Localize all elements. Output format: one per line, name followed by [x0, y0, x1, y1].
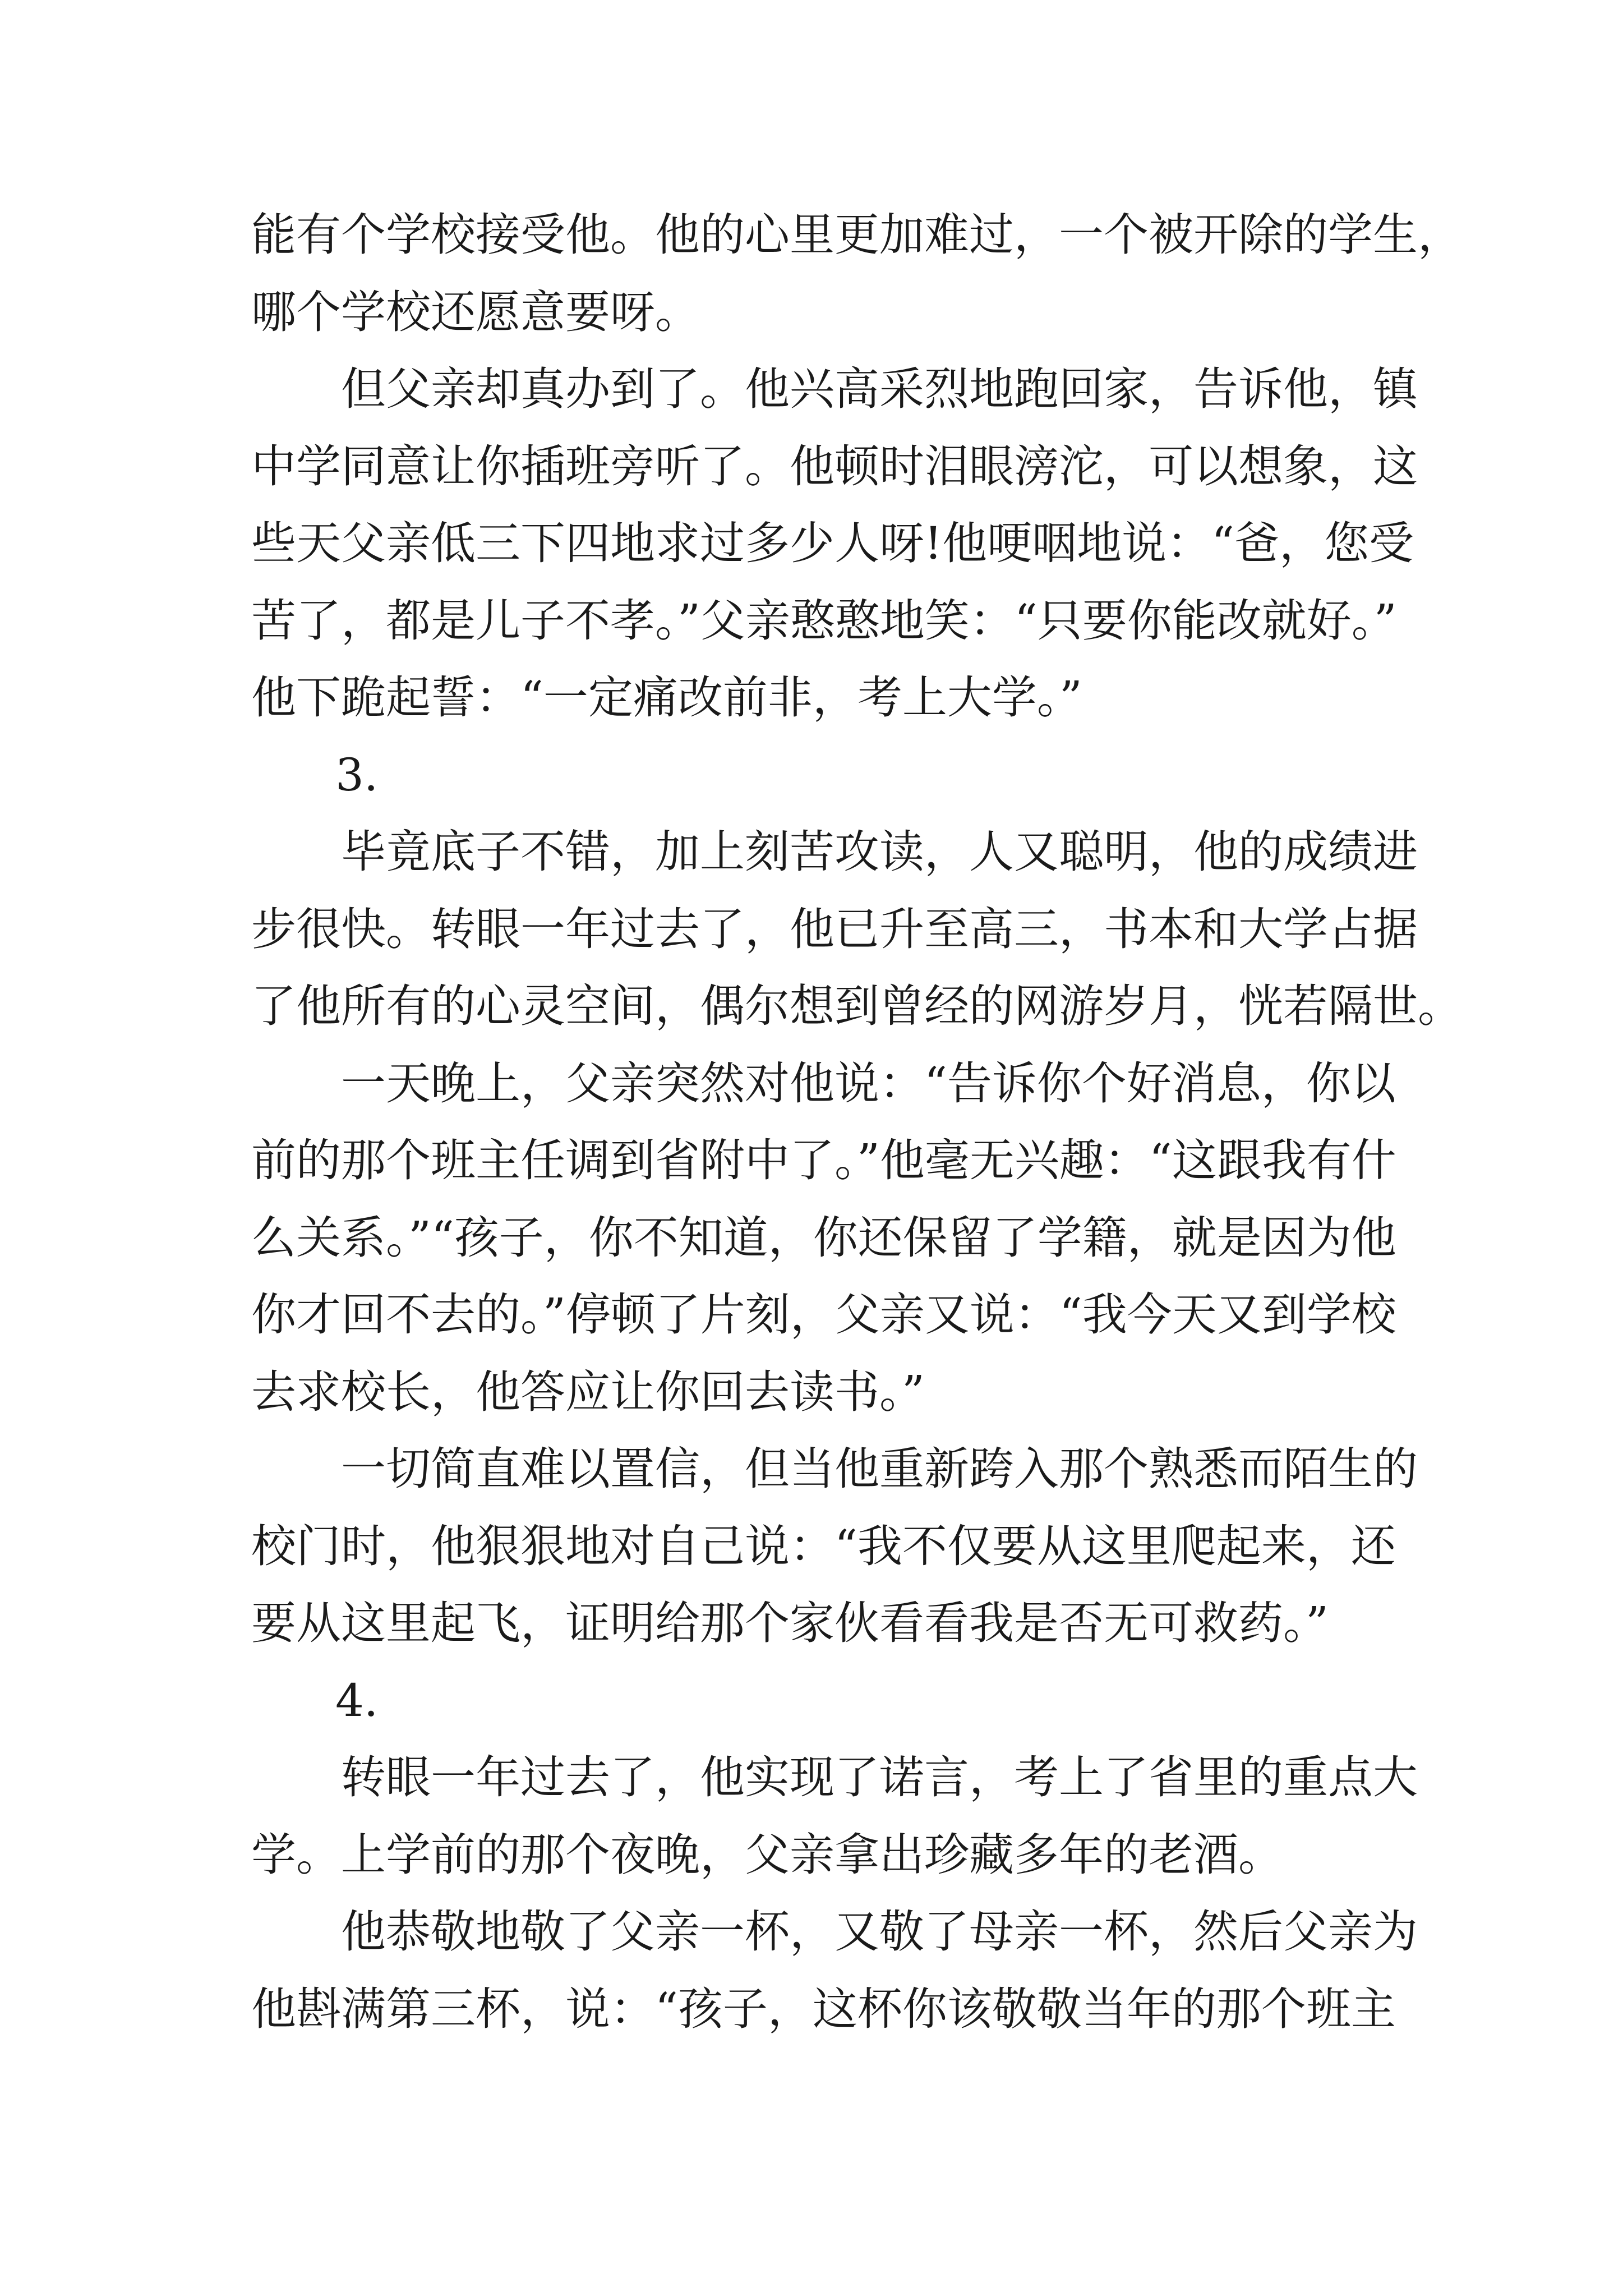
text-line: 你才回不去的。”停顿了片刻，父亲又说：“我今天又到学校 [251, 1289, 1396, 1341]
text-line: 些天父亲低三下四地求过多少人呀!他哽咽地说：“爸，您受 [251, 517, 1414, 569]
text-line: 苦了，都是儿子不孝。”父亲憨憨地笑：“只要你能改就好。” [251, 594, 1397, 647]
paragraph-first-line: 一切简直难以置信，但当他重新跨入那个熟悉而陌生的 [341, 1443, 1418, 1495]
text-line: 能有个学校接受他。他的心里更加难过，一个被开除的学生， [251, 209, 1463, 261]
paragraph-first-line: 毕竟底子不错，加上刻苦攻读，人又聪明，他的成绩进 [341, 826, 1418, 878]
paragraph-first-line: 转眼一年过去了，他实现了诺言，考上了省里的重点大 [341, 1751, 1418, 1803]
section-number: 4. [335, 1674, 379, 1727]
section-number: 3. [335, 748, 379, 801]
text-line: 了他所有的心灵空间，偶尔想到曾经的网游岁月，恍若隔世。 [251, 980, 1463, 1032]
text-line: 要从这里起飞，证明给那个家伙看看我是否无可救药。” [251, 1597, 1329, 1649]
text-line: 中学同意让你插班旁听了。他顿时泪眼滂沱，可以想象，这 [251, 440, 1418, 493]
paragraph-first-line: 一天晚上，父亲突然对他说：“告诉你个好消息，你以 [341, 1057, 1396, 1110]
text-line: 步很快。转眼一年过去了，他已升至高三，书本和大学占据 [251, 903, 1418, 955]
text-line: 校门时，他狠狠地对自己说：“我不仅要从这里爬起来，还 [251, 1520, 1396, 1572]
text-line: 前的那个班主任调到省附中了。”他毫无兴趣：“这跟我有什 [251, 1134, 1396, 1186]
paragraph-first-line: 但父亲却真办到了。他兴高采烈地跑回家，告诉他，镇 [341, 363, 1418, 415]
text-line: 他斟满第三杯，说：“孩子，这杯你该敬敬当年的那个班主 [251, 1982, 1396, 2035]
text-line: 么关系。”“孩子，你不知道，你还保留了学籍，就是因为他 [251, 1211, 1396, 1264]
text-line: 学。上学前的那个夜晚，父亲拿出珍藏多年的老酒。 [251, 1828, 1283, 1881]
paragraph-first-line: 他恭敬地敬了父亲一杯，又敬了母亲一杯，然后父亲为 [341, 1906, 1418, 1958]
text-line: 他下跪起誓：“一定痛改前非，考上大学。” [251, 671, 1082, 724]
text-line: 哪个学校还愿意要呀。 [251, 286, 700, 338]
body-text [251, 196, 1463, 2047]
text-line: 去求校长，他答应让你回去读书。” [251, 1365, 925, 1418]
